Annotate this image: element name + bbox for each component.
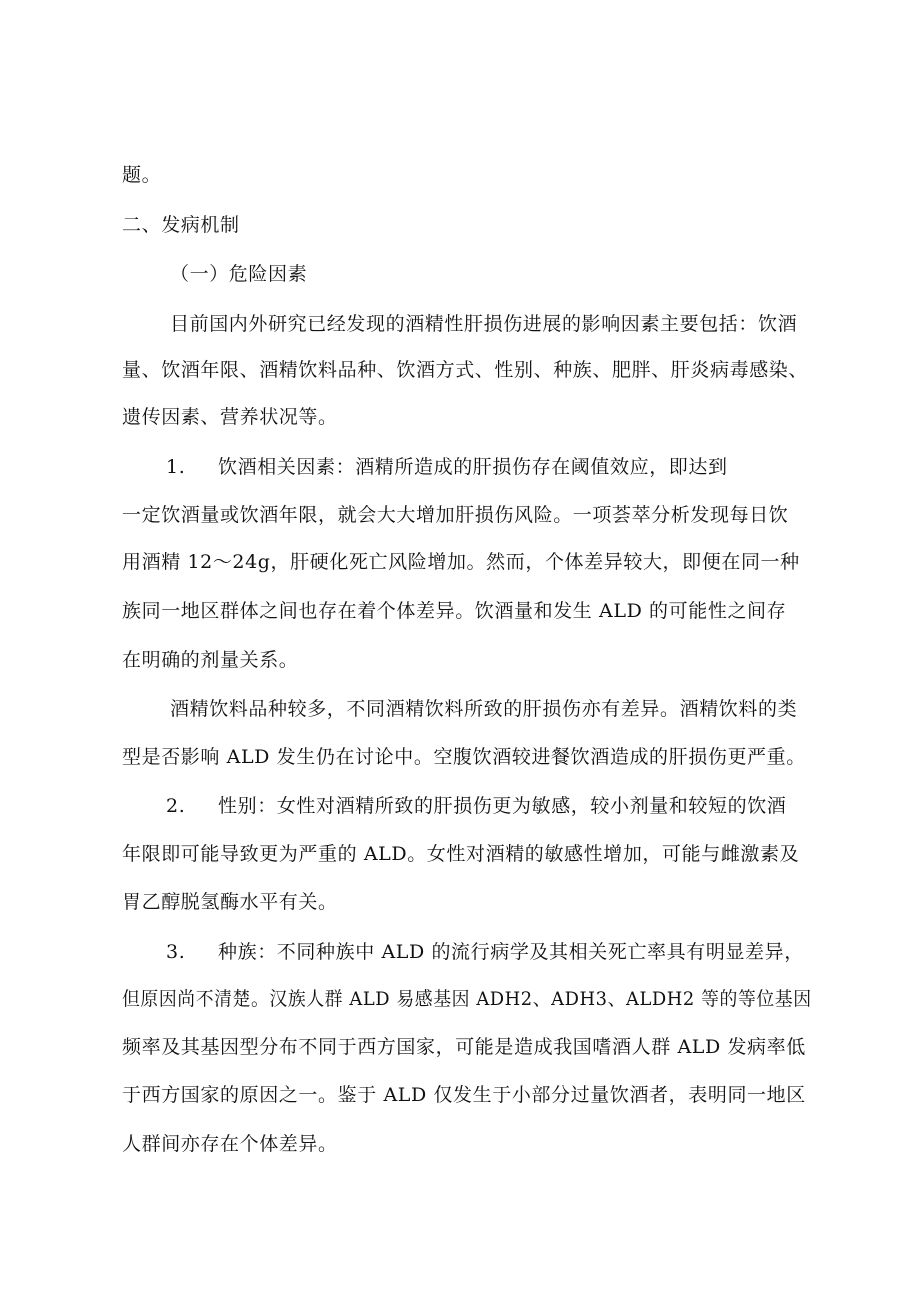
text-line: 一定饮酒量或饮酒年限，就会大大增加肝损伤风险。一项荟萃分析发现每日饮 xyxy=(122,504,789,526)
subsection-heading: （一）危险因素 xyxy=(170,263,308,285)
section-heading: 二、发病机制 xyxy=(122,214,240,236)
list-item xyxy=(166,455,728,479)
text-line: 目前国内外研究已经发现的酒精性肝损伤进展的影响因素主要包括：饮酒 xyxy=(170,313,798,335)
text-line: 遗传因素、营养状况等。 xyxy=(122,406,338,428)
text-line: 性别：女性对酒精所致的肝损伤更为敏感，较小剂量和较短的饮酒 xyxy=(218,795,787,817)
text-line: 胃乙醇脱氢酶水平有关。 xyxy=(122,891,338,913)
list-number: 3. xyxy=(166,941,186,963)
text-line: 量、饮酒年限、酒精饮料品种、饮酒方式、性别、种族、肥胖、肝炎病毒感染、 xyxy=(122,359,809,381)
text-line: 年限即可能导致更为严重的 ALD。女性对酒精的敏感性增加，可能与雌激素及 xyxy=(122,843,800,865)
text-line: 族同一地区群体之间也存在着个体差异。饮酒量和发生 ALD 的可能性之间存 xyxy=(122,600,787,622)
text-line: 种族：不同种族中 ALD 的流行病学及其相关死亡率具有明显差异， xyxy=(218,941,804,963)
text-line: 频率及其基因型分布不同于西方国家，可能是造成我国嗜酒人群 ALD 发病率低 xyxy=(122,1036,806,1058)
text-line: 题。 xyxy=(122,164,162,186)
list-item xyxy=(166,940,804,964)
text-line: 用酒精 12～24g，肝硬化死亡风险增加。然而，个体差异较大，即便在同一种 xyxy=(122,551,800,573)
text-line: 型是否影响 ALD 发生仍在讨论中。空腹饮酒较进餐饮酒造成的肝损伤更严重。 xyxy=(122,746,806,768)
list-item xyxy=(166,794,786,818)
text-line: 饮酒相关因素：酒精所造成的肝损伤存在阈值效应，即达到 xyxy=(218,456,728,478)
list-number: 1. xyxy=(166,456,186,478)
text-line: 人群间亦存在个体差异。 xyxy=(122,1133,338,1155)
text-line: 在明确的剂量关系。 xyxy=(122,649,299,671)
text-line: 于西方国家的原因之一。鉴于 ALD 仅发生于小部分过量饮酒者，表明同一地区 xyxy=(122,1084,806,1106)
text-line: 酒精饮料品种较多，不同酒精饮料所致的肝损伤亦有差异。酒精饮料的类 xyxy=(170,698,798,720)
list-number: 2. xyxy=(166,795,186,817)
text-line: 但原因尚不清楚。汉族人群 ALD 易感基因 ADH2、ADH3、ALDH2 等的等位基因 xyxy=(122,988,812,1010)
